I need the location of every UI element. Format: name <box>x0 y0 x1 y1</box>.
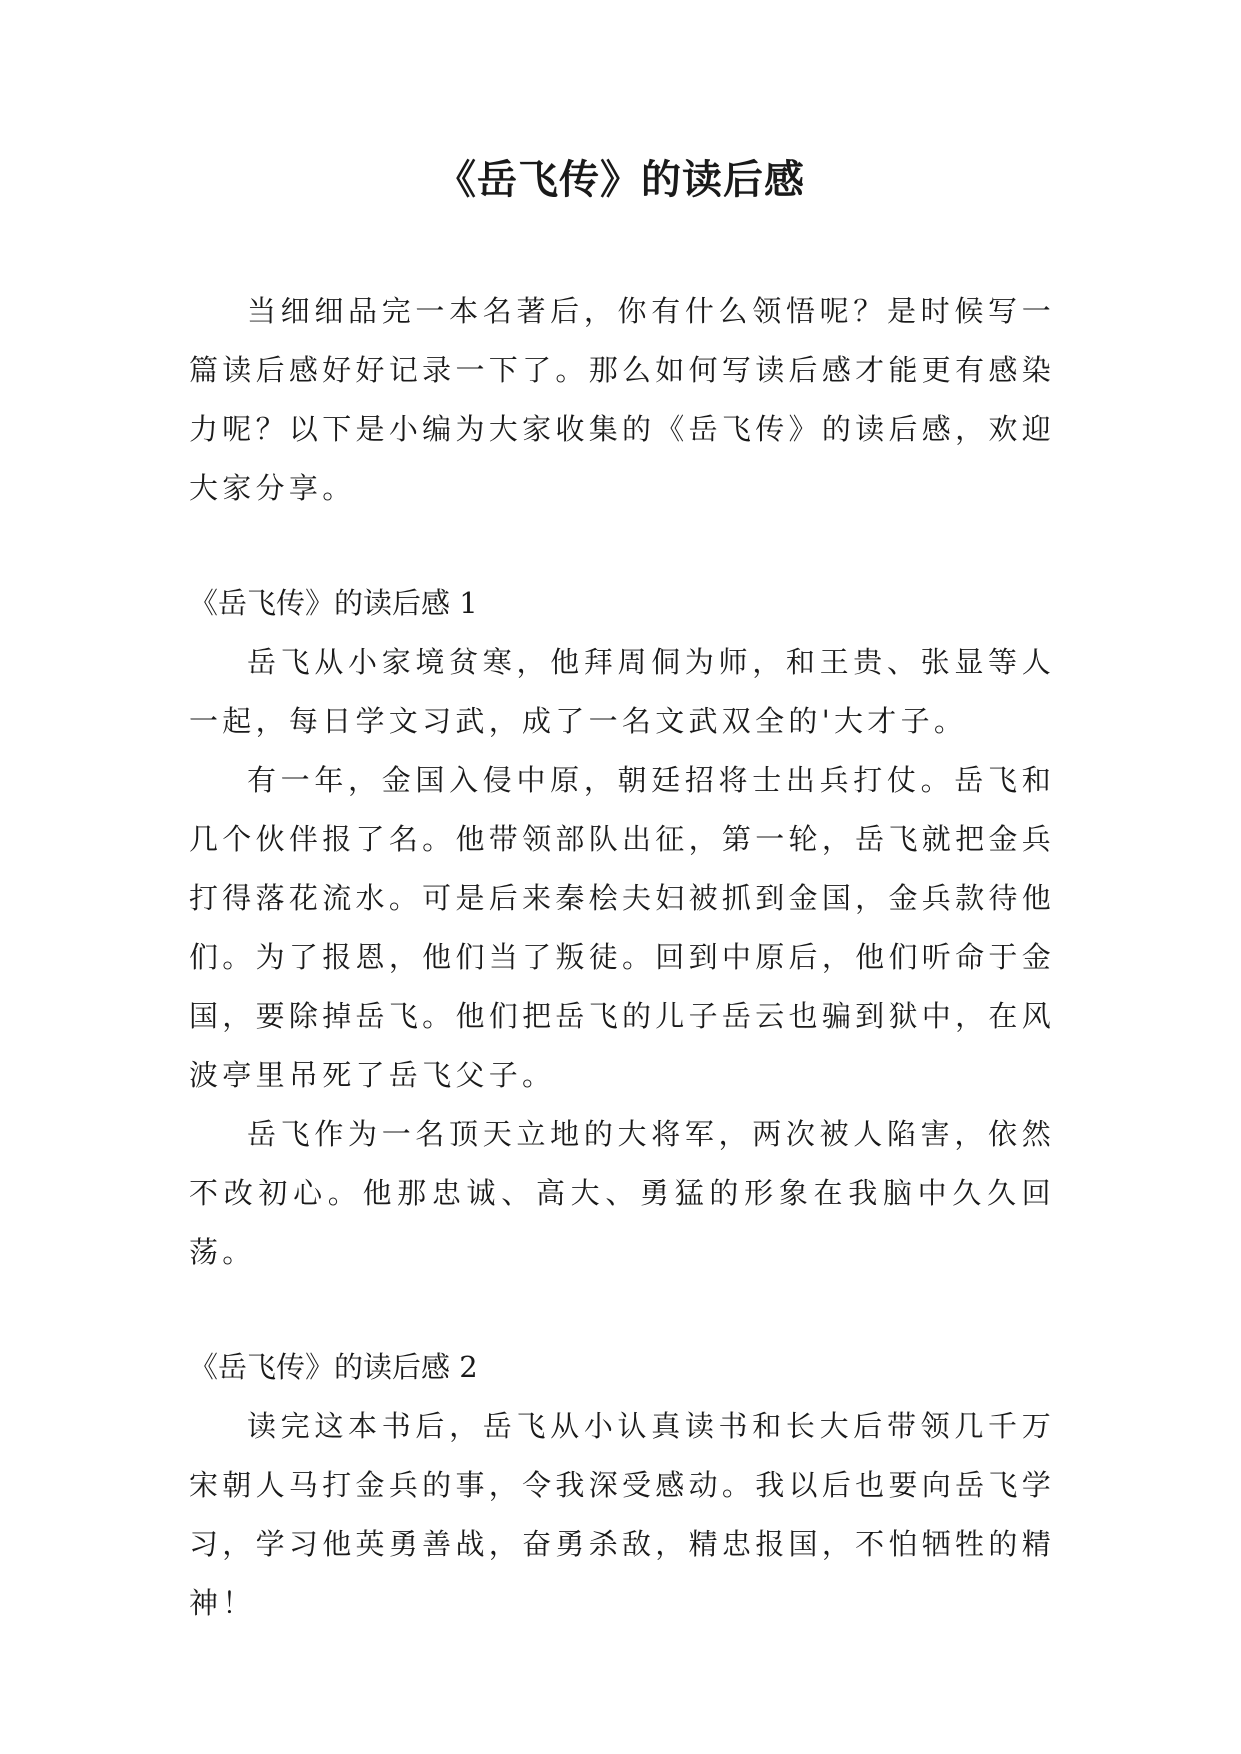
section-1 <box>189 574 1055 1282</box>
document-body <box>189 282 1055 1633</box>
section-paragraph: 读完这本书后，岳飞从小认真读书和长大后带领几千万宋朝人马打金兵的事，令我深受感动。我以后也要向岳飞学习，学习他英勇善战，奋勇杀敌，精忠报国，不怕牺牲的精神！ <box>189 1409 1055 1620</box>
document-title: 《岳飞传》的读后感 <box>436 157 805 203</box>
section-paragraph: 岳飞从小家境贫寒，他拜周侗为师，和王贵、张显等人一起，每日学文习武，成了一名文武双全的'大才子。 <box>189 645 1055 738</box>
spacer <box>189 1282 1055 1338</box>
spacer <box>189 518 1055 574</box>
section-2 <box>189 1338 1055 1633</box>
section-paragraph: 岳飞作为一名顶天立地的大将军，两次被人陷害，依然不改初心。他那忠诚、高大、勇猛的形象在我脑中久久回荡。 <box>189 1117 1055 1269</box>
section-heading: 《岳飞传》的读后感 2 <box>189 1350 478 1384</box>
section-heading: 《岳飞传》的读后感 1 <box>189 586 478 620</box>
section-paragraph: 有一年，金国入侵中原，朝廷招将士出兵打仗。岳飞和几个伙伴报了名。他带领部队出征，第一轮，岳飞就把金兵打得落花流水。可是后来秦桧夫妇被抓到金国，金兵款待他们。为了报恩，他们当了叛徒。回到中原后，他们听命于金国，要除掉岳飞。他们把岳飞的儿子岳云也骗到狱中，在风波亭里吊死了岳飞父子。 <box>189 763 1055 1092</box>
intro-paragraph: 当细细品完一本名著后，你有什么领悟呢？是时候写一篇读后感好好记录一下了。那么如何写读后感才能更有感染力呢？以下是小编为大家收集的《岳飞传》的读后感，欢迎大家分享。 <box>189 294 1055 505</box>
